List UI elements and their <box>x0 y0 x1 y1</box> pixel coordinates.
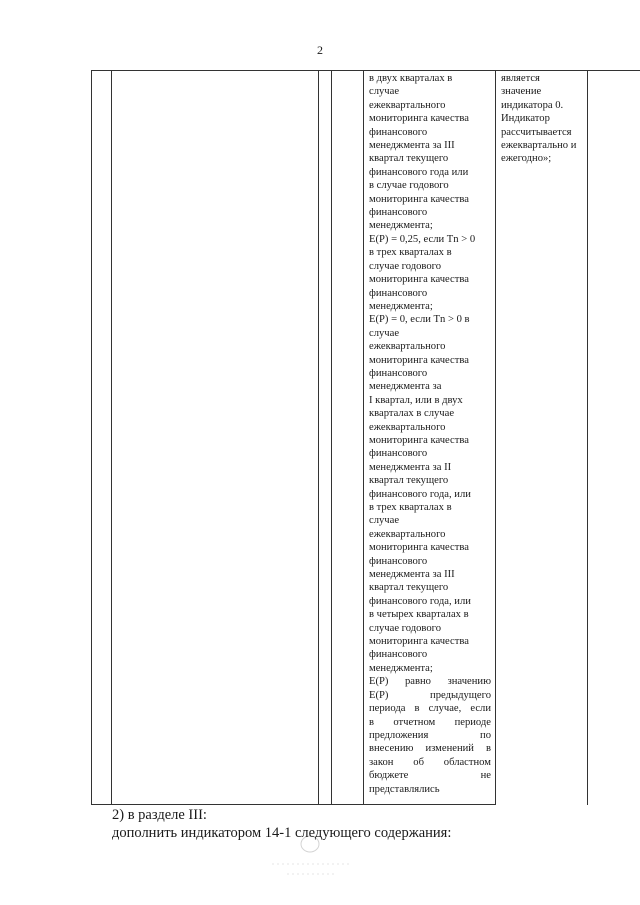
text-line: квартал текущего <box>369 475 449 487</box>
text-line: финансового <box>369 287 428 299</box>
page-number: 2 <box>317 43 323 57</box>
text-line: в трех кварталах в <box>369 502 452 513</box>
criterion-text <box>369 72 491 675</box>
text-line: менеджмента; <box>369 662 433 674</box>
criterion-text-justified <box>369 675 491 796</box>
note-cell <box>501 72 585 166</box>
text-line: в отчетном периоде <box>369 716 491 728</box>
text-line: менеджмента за III <box>369 569 455 581</box>
column-divider <box>91 70 92 805</box>
text-line: в трех кварталах в <box>369 247 452 259</box>
text-line: E(P) предыдущего <box>369 689 491 701</box>
text-line: в случае годового <box>369 180 449 192</box>
text-line: мониторинга качества <box>369 274 469 286</box>
text-line: E(P) = 0, если Tn > 0 в <box>369 314 470 326</box>
text-line: бюджете не <box>369 770 491 782</box>
text-line: менеджмента; <box>369 220 433 232</box>
text-line: внесению изменений в <box>369 743 491 755</box>
text-line: менеджмента за <box>369 381 442 393</box>
text-line: рассчитывается <box>501 126 572 138</box>
criterion-cell <box>369 72 491 796</box>
column-divider <box>111 70 112 805</box>
column-divider <box>318 70 319 805</box>
text-line: менеджмента за II <box>369 461 452 473</box>
text-line: ежеквартально и <box>501 140 577 152</box>
text-line: мониторинга качества <box>369 636 469 648</box>
text-line: финансового <box>369 448 428 460</box>
text-line: менеджмента за III <box>369 140 455 152</box>
text-line: ежеквартального <box>369 528 446 540</box>
text-line: в четырех кварталах в <box>369 609 469 621</box>
text-line: случае годового <box>369 260 442 272</box>
text-line: мониторинга качества <box>369 434 469 446</box>
text-line: случае <box>369 86 400 98</box>
text-line: E(P) = 0,25, если Tn > 0 <box>369 233 476 245</box>
continuation-table <box>91 70 640 805</box>
faint-stamp-mark <box>262 832 362 882</box>
text-line: предложения по <box>369 729 491 741</box>
text-line: значение <box>501 86 542 98</box>
text-line: финансового <box>369 649 428 661</box>
text-line: мониторинга качества <box>369 193 469 205</box>
text-line: финансового <box>369 367 428 379</box>
text-line: Индикатор <box>501 113 550 125</box>
text-line: квартал текущего <box>369 153 449 165</box>
text-line: финансового года, или <box>369 488 471 500</box>
section-amendment-line: 2) в разделе III: <box>112 807 207 823</box>
note-text <box>501 72 585 166</box>
table-top-border <box>91 70 640 71</box>
text-line: ежегодно»; <box>501 153 552 165</box>
text-line: случае <box>369 515 400 527</box>
text-line: финансового <box>369 207 428 219</box>
text-line: E(P) равно значению <box>369 676 491 688</box>
text-line: финансового года, или <box>369 595 471 607</box>
text-line: ежеквартального <box>369 99 446 111</box>
text-line: мониторинга качества <box>369 113 469 125</box>
text-line: мониторинга качества <box>369 542 469 554</box>
text-line: мониторинга качества <box>369 354 469 366</box>
column-divider <box>331 70 332 805</box>
text-line: в двух кварталах в <box>369 73 453 84</box>
text-line: квартал текущего <box>369 582 449 594</box>
column-divider <box>495 70 496 805</box>
text-line: финансового <box>369 555 428 567</box>
text-line: является <box>501 73 540 84</box>
text-line: финансового <box>369 126 428 138</box>
text-line: случае годового <box>369 622 442 634</box>
text-line: ежеквартального <box>369 421 446 433</box>
text-line: менеджмента; <box>369 300 433 312</box>
column-divider <box>587 70 588 805</box>
text-line: кварталах в случае <box>369 408 455 420</box>
text-line: индикатора 0. <box>501 99 564 111</box>
table-bottom-border <box>91 804 496 805</box>
indicator-addition-line: дополнить индикатором 14-1 следующего содержания: <box>112 825 452 841</box>
text-line: I квартал, или в двух <box>369 394 463 406</box>
text-line: финансового года или <box>369 166 469 178</box>
text-line: ежеквартального <box>369 341 446 353</box>
column-divider <box>363 70 364 805</box>
text-line: случае <box>369 327 400 339</box>
text-line: периода в случае, если <box>369 703 491 715</box>
text-line: закон об областном <box>369 756 491 768</box>
text-line: представлялись <box>369 783 440 795</box>
